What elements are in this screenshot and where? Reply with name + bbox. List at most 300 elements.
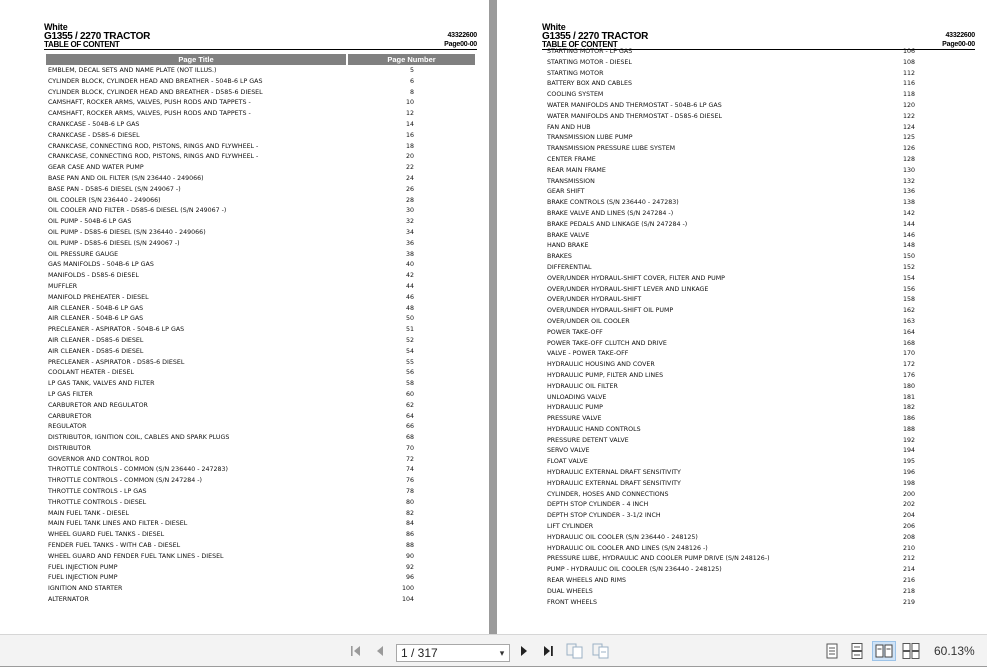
toc-row xyxy=(547,306,967,317)
toc-entry-title: PUMP - HYDRAULIC OIL COOLER (S/N 236440 - 248125) xyxy=(547,566,722,574)
toc-entry-title: DIFFERENTIAL xyxy=(547,263,592,271)
toc-entry-title: OVER/UNDER HYDRAUL-SHIFT OIL PUMP xyxy=(547,307,674,315)
toc-entry-title: THROTTLE CONTROLS - COMMON (S/N 247284 -) xyxy=(48,477,202,485)
toc-entry-page-number: 195 xyxy=(902,458,915,466)
toc-entry-title: OVER/UNDER HYDRAUL-SHIFT COVER, FILTER AND PUMP xyxy=(547,274,725,282)
toc-entry-title: HYDRAULIC EXTERNAL DRAFT SENSITIVITY xyxy=(547,469,681,477)
toc-row xyxy=(547,231,967,242)
toc-entry-title: EMBLEM, DECAL SETS AND NAME PLATE (NOT ILLUS.) xyxy=(48,67,217,74)
toc-row xyxy=(48,185,468,196)
toc-entry-title: MANIFOLDS - D585-6 DIESEL xyxy=(48,272,139,280)
toc-entry-page-number: 72 xyxy=(405,455,414,463)
toc-row xyxy=(547,198,967,209)
toc-row xyxy=(547,533,967,544)
toc-entry-page-number: 136 xyxy=(902,188,915,196)
toc-entry-title: LIFT CYLINDER xyxy=(547,523,594,531)
toc-entry-page-number: 162 xyxy=(902,307,915,315)
toc-row xyxy=(48,217,468,228)
toc-entry-title: HYDRAULIC OIL COOLER AND LINES (S/N 248126 -) xyxy=(547,544,708,552)
toc-entry-title: OVER/UNDER HYDRAUL-SHIFT xyxy=(547,296,642,304)
toc-row xyxy=(547,446,967,457)
toc-entry-title: GEAR CASE AND WATER PUMP xyxy=(48,164,144,172)
toc-row xyxy=(48,368,468,379)
toc-entry-page-number: 62 xyxy=(405,401,414,409)
toc-entry-title: LP GAS TANK, VALVES AND FILTER xyxy=(48,380,155,388)
toc-entry-page-number: 82 xyxy=(405,509,414,517)
toc-entry-title: BASE PAN - D585-6 DIESEL (S/N 249067 -) xyxy=(48,185,181,193)
toc-entry-title: DISTRIBUTOR, IGNITION COIL, CABLES AND SPARK PLUGS xyxy=(48,434,230,442)
toc-entry-page-number: 70 xyxy=(405,444,414,452)
toc-entry-page-number: 44 xyxy=(405,282,414,290)
toc-entry-title: PRESSURE DETENT VALVE xyxy=(547,436,629,444)
toc-entry-title: CYLINDER BLOCK, CYLINDER HEAD AND BREATHER - D585-6 DIESEL xyxy=(48,88,263,96)
toc-entry-title: CENTER FRAME xyxy=(547,155,596,163)
toc-entry-title: GEAR SHIFT xyxy=(547,188,585,196)
toc-entry-page-number: 46 xyxy=(405,293,414,301)
toc-row xyxy=(48,109,468,120)
toc-row xyxy=(547,393,967,404)
toc-entry-title: PRESSURE VALVE xyxy=(547,415,602,423)
column-header-title: Page Title xyxy=(46,54,346,65)
toc-entry-page-number: 58 xyxy=(405,380,414,388)
toc-entry-title: FRONT WHEELS xyxy=(547,598,597,606)
two-page-view-icon[interactable] xyxy=(872,641,896,661)
toc-row xyxy=(48,66,468,77)
toc-row xyxy=(48,336,468,347)
toc-entry-title: CYLINDER, HOSES AND CONNECTIONS xyxy=(547,490,669,498)
toc-row xyxy=(547,576,967,587)
toc-entry-title: PRECLEANER - ASPIRATOR - 504B-6 LP GAS xyxy=(48,326,185,334)
toc-row xyxy=(547,500,967,511)
toc-entry-page-number: 186 xyxy=(902,415,915,423)
toc-row xyxy=(48,271,468,282)
toc-entry-title: WATER MANIFOLDS AND THERMOSTAT - D585-6 DIESEL xyxy=(547,112,722,120)
toc-entry-title: DEPTH STOP CYLINDER - 4 INCH xyxy=(547,501,649,509)
toc-entry-title: OVER/UNDER OIL COOLER xyxy=(547,317,630,325)
toc-entry-title: IGNITION AND STARTER xyxy=(48,585,123,593)
toc-entry-title: FUEL INJECTION PUMP xyxy=(48,574,118,582)
toc-entry-title: FAN AND HUB xyxy=(547,123,591,131)
doc-number: 43322600 xyxy=(945,32,975,39)
toc-entry-page-number: 125 xyxy=(902,134,915,142)
toc-entry-page-number: 208 xyxy=(902,533,915,541)
toc-row xyxy=(547,544,967,555)
toc-entry-page-number: 168 xyxy=(902,339,915,347)
toc-entry-title: DUAL WHEELS xyxy=(547,587,593,595)
toc-entry-page-number: 219 xyxy=(902,598,915,606)
toc-entry-page-number: 108 xyxy=(902,58,915,66)
toc-entry-page-number: 154 xyxy=(902,274,915,282)
toc-row xyxy=(48,77,468,88)
table-header xyxy=(46,54,475,65)
toc-entry-page-number: 176 xyxy=(902,371,915,379)
page-number-select[interactable] xyxy=(396,644,510,662)
toc-row xyxy=(48,509,468,520)
toc-entry-page-number: 48 xyxy=(405,304,414,312)
toc-entry-page-number: 24 xyxy=(405,174,414,182)
toc-row xyxy=(547,274,967,285)
zoom-level[interactable]: 60.13% xyxy=(934,644,975,658)
toc-title: TABLE OF CONTENT xyxy=(542,40,618,49)
toc-entry-page-number: 158 xyxy=(902,296,915,304)
toc-row xyxy=(547,479,967,490)
toc-entry-title: WHEEL GUARD AND FENDER FUEL TANK LINES - DIESEL xyxy=(48,552,224,560)
toc-row xyxy=(547,166,967,177)
toc-entry-title: CAMSHAFT, ROCKER ARMS, VALVES, PUSH RODS AND TAPPETS - xyxy=(48,110,251,118)
toc-row xyxy=(547,490,967,501)
toc-entry-page-number: 116 xyxy=(902,80,915,88)
toc-entry-page-number: 66 xyxy=(405,423,414,431)
toc-row xyxy=(48,444,468,455)
toc-entry-title: REAR WHEELS AND RIMS xyxy=(547,577,626,585)
toc-entry-page-number: 156 xyxy=(902,285,915,293)
toc-row xyxy=(48,131,468,142)
toc-row xyxy=(48,142,468,153)
toc-row xyxy=(547,349,967,360)
toc-entry-title: GAS MANIFOLDS - 504B-6 LP GAS xyxy=(48,261,154,269)
toc-entry-page-number: 181 xyxy=(902,393,915,401)
toc-entry-title: CARBURETOR AND REGULATOR xyxy=(48,401,148,409)
document-page-left xyxy=(0,0,489,634)
toc-row xyxy=(547,47,967,58)
toc-row xyxy=(48,98,468,109)
toc-entry-page-number: 42 xyxy=(405,272,414,280)
toc-entry-title: COOLING SYSTEM xyxy=(547,91,604,99)
toc-entry-page-number: 88 xyxy=(405,542,414,550)
toc-row xyxy=(48,152,468,163)
toc-entry-page-number: 152 xyxy=(902,263,915,271)
toc-row xyxy=(48,455,468,466)
toc-row xyxy=(547,382,967,393)
toc-entry-page-number: 84 xyxy=(405,520,414,528)
toc-entry-page-number: 200 xyxy=(902,490,915,498)
toc-entry-page-number: 86 xyxy=(405,531,414,539)
toc-entry-page-number: 142 xyxy=(902,209,915,217)
toc-entry-page-number: 80 xyxy=(405,498,414,506)
toc-entry-page-number: 22 xyxy=(405,164,414,172)
toc-entry-title: STARTING MOTOR xyxy=(547,69,604,77)
toc-entry-title: SERVO VALVE xyxy=(547,447,590,455)
toc-entry-title: PRECLEANER - ASPIRATOR - D585-6 DIESEL xyxy=(48,358,185,366)
toc-row xyxy=(547,339,967,350)
toc-row xyxy=(48,174,468,185)
toc-row xyxy=(48,304,468,315)
toc-entry-title: UNLOADING VALVE xyxy=(547,393,607,401)
toc-row xyxy=(547,144,967,155)
toc-entry-page-number: 172 xyxy=(902,361,915,369)
model-title: G1355 / 2270 TRACTOR xyxy=(542,31,649,42)
toc-row xyxy=(48,530,468,541)
toc-row xyxy=(48,487,468,498)
toc-table-left xyxy=(48,66,468,606)
toc-entry-title: HYDRAULIC EXTERNAL DRAFT SENSITIVITY xyxy=(547,479,681,487)
toc-entry-page-number: 14 xyxy=(405,120,414,128)
toc-entry-page-number: 16 xyxy=(405,131,414,139)
toc-row xyxy=(48,196,468,207)
toc-entry-page-number: 182 xyxy=(902,404,915,412)
toc-entry-title: OVER/UNDER HYDRAUL-SHIFT LEVER AND LINKAGE xyxy=(547,285,709,293)
toc-entry-title: HYDRAULIC OIL FILTER xyxy=(547,382,618,390)
toc-entry-title: BRAKES xyxy=(547,253,572,261)
toc-entry-page-number: 144 xyxy=(902,220,915,228)
toc-row xyxy=(547,285,967,296)
toc-row xyxy=(48,358,468,369)
document-page-right xyxy=(497,0,987,634)
toc-entry-page-number: 74 xyxy=(405,466,414,474)
toc-row xyxy=(48,476,468,487)
viewer-toolbar xyxy=(0,634,987,666)
first-page-icon[interactable] xyxy=(346,635,366,667)
toc-entry-title: THROTTLE CONTROLS - LP GAS xyxy=(48,488,147,496)
toc-entry-page-number: 56 xyxy=(405,369,414,377)
toc-row xyxy=(48,260,468,271)
toc-row xyxy=(547,403,967,414)
toc-row xyxy=(48,498,468,509)
toc-entry-page-number: 52 xyxy=(405,336,414,344)
chevron-down-icon: ▾ xyxy=(499,647,505,658)
toc-entry-title: CYLINDER BLOCK, CYLINDER HEAD AND BREATHER - 504B-6 LP GAS xyxy=(48,77,263,85)
toc-entry-page-number: 96 xyxy=(405,574,414,582)
toc-entry-title: OIL PRESSURE GAUGE xyxy=(48,250,119,258)
toc-row xyxy=(547,112,967,123)
toc-row xyxy=(48,422,468,433)
toc-entry-title: CRANKCASE - D585-6 DIESEL xyxy=(48,131,140,139)
toc-row xyxy=(547,598,967,609)
fit-width-icon[interactable] xyxy=(590,635,612,667)
toc-entry-title: HYDRAULIC HOUSING AND COVER xyxy=(547,361,655,369)
toc-row xyxy=(547,69,967,80)
toc-entry-title: BRAKE VALVE xyxy=(547,231,590,239)
toc-entry-title: AIR CLEANER - 504B-6 LP GAS xyxy=(48,304,144,312)
toc-entry-page-number: 130 xyxy=(902,166,915,174)
toc-entry-title: WHEEL GUARD FUEL TANKS - DIESEL xyxy=(48,531,165,539)
toc-entry-page-number: 106 xyxy=(902,48,915,55)
toc-row xyxy=(547,177,967,188)
toc-row xyxy=(547,187,967,198)
toc-table-right xyxy=(547,47,967,608)
toc-entry-title: MAIN FUEL TANK LINES AND FILTER - DIESEL xyxy=(48,520,188,528)
fit-page-icon[interactable] xyxy=(564,635,586,667)
toc-entry-title: BASE PAN AND OIL FILTER (S/N 236440 - 249066) xyxy=(48,174,204,182)
toc-entry-title: HYDRAULIC OIL COOLER (S/N 236440 - 248125) xyxy=(547,533,698,541)
toc-row xyxy=(547,371,967,382)
toc-entry-page-number: 68 xyxy=(405,434,414,442)
toc-entry-title: FENDER FUEL TANKS - WITH CAB - DIESEL xyxy=(48,542,181,550)
toc-entry-page-number: 64 xyxy=(405,412,414,420)
brand-name: White xyxy=(542,22,566,32)
toc-entry-page-number: 8 xyxy=(409,88,414,96)
toc-entry-title: CARBURETOR xyxy=(48,412,92,420)
toc-row xyxy=(48,88,468,99)
toc-entry-title: TRANSMISSION LUBE PUMP xyxy=(547,134,633,142)
page-code: Page00-00 xyxy=(444,41,477,48)
toc-entry-page-number: 76 xyxy=(405,477,414,485)
toc-row xyxy=(547,587,967,598)
toc-entry-page-number: 206 xyxy=(902,523,915,531)
toc-entry-title: LP GAS FILTER xyxy=(48,390,93,398)
next-page-icon[interactable] xyxy=(514,635,534,667)
toc-entry-page-number: 146 xyxy=(902,231,915,239)
toc-row xyxy=(547,252,967,263)
toc-entry-title: BRAKE CONTROLS (S/N 236440 - 247283) xyxy=(547,199,679,207)
toc-entry-page-number: 28 xyxy=(405,196,414,204)
toc-entry-title: REGULATOR xyxy=(48,423,87,431)
toc-row xyxy=(547,522,967,533)
toc-row xyxy=(547,155,967,166)
toc-row xyxy=(48,314,468,325)
toc-entry-title: AIR CLEANER - D585-6 DIESEL xyxy=(48,336,144,344)
toc-entry-page-number: 38 xyxy=(405,250,414,258)
toc-entry-title: DEPTH STOP CYLINDER - 3-1/2 INCH xyxy=(547,512,661,520)
toc-entry-page-number: 216 xyxy=(902,577,915,585)
toc-entry-title: MAIN FUEL TANK - DIESEL xyxy=(48,509,129,517)
toc-entry-title: AIR CLEANER - 504B-6 LP GAS xyxy=(48,315,144,323)
toc-entry-page-number: 210 xyxy=(902,544,915,552)
toc-row xyxy=(48,433,468,444)
toc-title: TABLE OF CONTENT xyxy=(44,40,120,49)
toc-entry-page-number: 20 xyxy=(405,153,414,161)
toc-entry-title: GOVERNOR AND CONTROL ROD xyxy=(48,455,150,463)
toc-row xyxy=(48,163,468,174)
toc-entry-page-number: 120 xyxy=(902,101,915,109)
toc-entry-page-number: 188 xyxy=(902,425,915,433)
brand-name: White xyxy=(44,22,68,32)
toc-row xyxy=(48,379,468,390)
toc-entry-page-number: 50 xyxy=(405,315,414,323)
toc-entry-page-number: 198 xyxy=(902,479,915,487)
toc-entry-page-number: 194 xyxy=(902,447,915,455)
toc-entry-page-number: 180 xyxy=(902,382,915,390)
last-page-icon[interactable] xyxy=(538,635,560,667)
toc-entry-title: MANIFOLD PREHEATER - DIESEL xyxy=(48,293,149,301)
toc-entry-title: OIL PUMP - D585-6 DIESEL (S/N 236440 - 249066) xyxy=(48,228,206,236)
toc-entry-title: POWER TAKE-OFF xyxy=(547,328,603,336)
toc-entry-title: OIL PUMP - 504B-6 LP GAS xyxy=(48,218,132,226)
toc-entry-page-number: 214 xyxy=(902,566,915,574)
header-rule xyxy=(44,49,477,50)
toc-row xyxy=(547,90,967,101)
toc-row xyxy=(48,584,468,595)
column-header-number: Page Number xyxy=(348,54,475,65)
page-indicator: 1 / 317 xyxy=(401,646,438,660)
toc-entry-title: OIL PUMP - D585-6 DIESEL (S/N 249067 -) xyxy=(48,239,180,247)
toc-entry-title: HYDRAULIC HAND CONTROLS xyxy=(547,425,641,433)
toc-entry-title: ALTERNATOR xyxy=(48,596,89,604)
toc-row xyxy=(547,241,967,252)
toc-entry-page-number: 170 xyxy=(902,350,915,358)
toc-entry-page-number: 51 xyxy=(405,326,414,334)
toc-entry-title: CRANKCASE, CONNECTING ROD, PISTONS, RINGS AND FLYWHEEL - xyxy=(48,153,259,161)
toc-entry-title: CRANKCASE, CONNECTING ROD, PISTONS, RINGS AND FLYWHEEL - xyxy=(48,142,259,150)
toc-entry-page-number: 132 xyxy=(902,177,915,185)
toc-entry-page-number: 55 xyxy=(405,358,414,366)
toc-row xyxy=(547,295,967,306)
toc-entry-page-number: 204 xyxy=(902,512,915,520)
toc-entry-page-number: 10 xyxy=(405,99,414,107)
toc-entry-page-number: 122 xyxy=(902,112,915,120)
single-page-view-icon[interactable] xyxy=(822,635,842,667)
toc-entry-title: FUEL INJECTION PUMP xyxy=(48,563,118,571)
model-title: G1355 / 2270 TRACTOR xyxy=(44,31,151,42)
toc-entry-title: THROTTLE CONTROLS - COMMON (S/N 236440 - 247283) xyxy=(48,466,228,474)
toc-row xyxy=(48,541,468,552)
toc-entry-page-number: 18 xyxy=(405,142,414,150)
toc-entry-page-number: 92 xyxy=(405,563,414,571)
toc-row xyxy=(547,414,967,425)
toc-entry-page-number: 104 xyxy=(401,596,414,604)
toc-row xyxy=(48,412,468,423)
toc-entry-page-number: 138 xyxy=(902,199,915,207)
toc-row xyxy=(547,565,967,576)
toc-entry-title: FLOAT VALVE xyxy=(547,458,588,466)
toc-row xyxy=(547,209,967,220)
toc-row xyxy=(547,360,967,371)
toc-entry-page-number: 100 xyxy=(401,585,414,593)
toc-entry-title: TRANSMISSION PRESSURE LUBE SYSTEM xyxy=(547,145,676,153)
toc-row xyxy=(547,328,967,339)
toc-entry-page-number: 90 xyxy=(405,552,414,560)
toc-row xyxy=(48,206,468,217)
toc-entry-title: DISTRIBUTOR xyxy=(48,444,91,452)
toc-entry-page-number: 118 xyxy=(902,91,915,99)
toc-row xyxy=(547,511,967,522)
toc-entry-page-number: 32 xyxy=(405,218,414,226)
toc-entry-page-number: 5 xyxy=(409,67,414,74)
toc-row xyxy=(48,390,468,401)
toc-entry-page-number: 202 xyxy=(902,501,915,509)
toc-entry-title: HYDRAULIC PUMP, FILTER AND LINES xyxy=(547,371,664,379)
toc-entry-title: POWER TAKE-OFF CLUTCH AND DRIVE xyxy=(547,339,667,347)
toc-entry-title: TRANSMISSION xyxy=(547,177,595,185)
toc-row xyxy=(547,79,967,90)
toc-entry-page-number: 36 xyxy=(405,239,414,247)
toc-entry-title: HYDRAULIC PUMP xyxy=(547,404,603,412)
previous-page-icon[interactable] xyxy=(370,635,390,667)
toc-row xyxy=(547,457,967,468)
toc-entry-page-number: 54 xyxy=(405,347,414,355)
toc-entry-title: VALVE - POWER TAKE-OFF xyxy=(547,350,629,358)
toc-entry-title: STARTING MOTOR - LP GAS xyxy=(547,48,633,55)
toc-row xyxy=(48,239,468,250)
two-page-continuous-view-icon[interactable] xyxy=(900,635,922,667)
toc-row xyxy=(547,220,967,231)
toc-entry-page-number: 26 xyxy=(405,185,414,193)
toc-row xyxy=(547,317,967,328)
toc-row xyxy=(48,228,468,239)
toc-entry-title: OIL COOLER AND FILTER - D585-6 DIESEL (S/N 249067 -) xyxy=(48,207,227,215)
toc-row xyxy=(48,465,468,476)
toc-entry-page-number: 60 xyxy=(405,390,414,398)
toc-entry-page-number: 163 xyxy=(902,317,915,325)
toc-entry-title: HAND BRAKE xyxy=(547,242,589,250)
toc-row xyxy=(48,595,468,606)
toc-row xyxy=(48,282,468,293)
toc-row xyxy=(48,401,468,412)
toc-entry-title: AIR CLEANER - D585-6 DIESEL xyxy=(48,347,144,355)
toc-entry-title: REAR MAIN FRAME xyxy=(547,166,606,174)
toc-entry-page-number: 78 xyxy=(405,488,414,496)
toc-row xyxy=(547,436,967,447)
toc-row xyxy=(547,468,967,479)
toc-entry-title: CRANKCASE - 504B-6 LP GAS xyxy=(48,120,140,128)
toc-entry-title: THROTTLE CONTROLS - DIESEL xyxy=(48,498,147,506)
page-code: Page00-00 xyxy=(942,41,975,48)
continuous-view-icon[interactable] xyxy=(847,635,867,667)
toc-entry-title: BATTERY BOX AND CABLES xyxy=(547,80,632,88)
toc-entry-page-number: 196 xyxy=(902,469,915,477)
toc-entry-title: STARTING MOTOR - DIESEL xyxy=(547,58,632,66)
toc-entry-page-number: 34 xyxy=(405,228,414,236)
